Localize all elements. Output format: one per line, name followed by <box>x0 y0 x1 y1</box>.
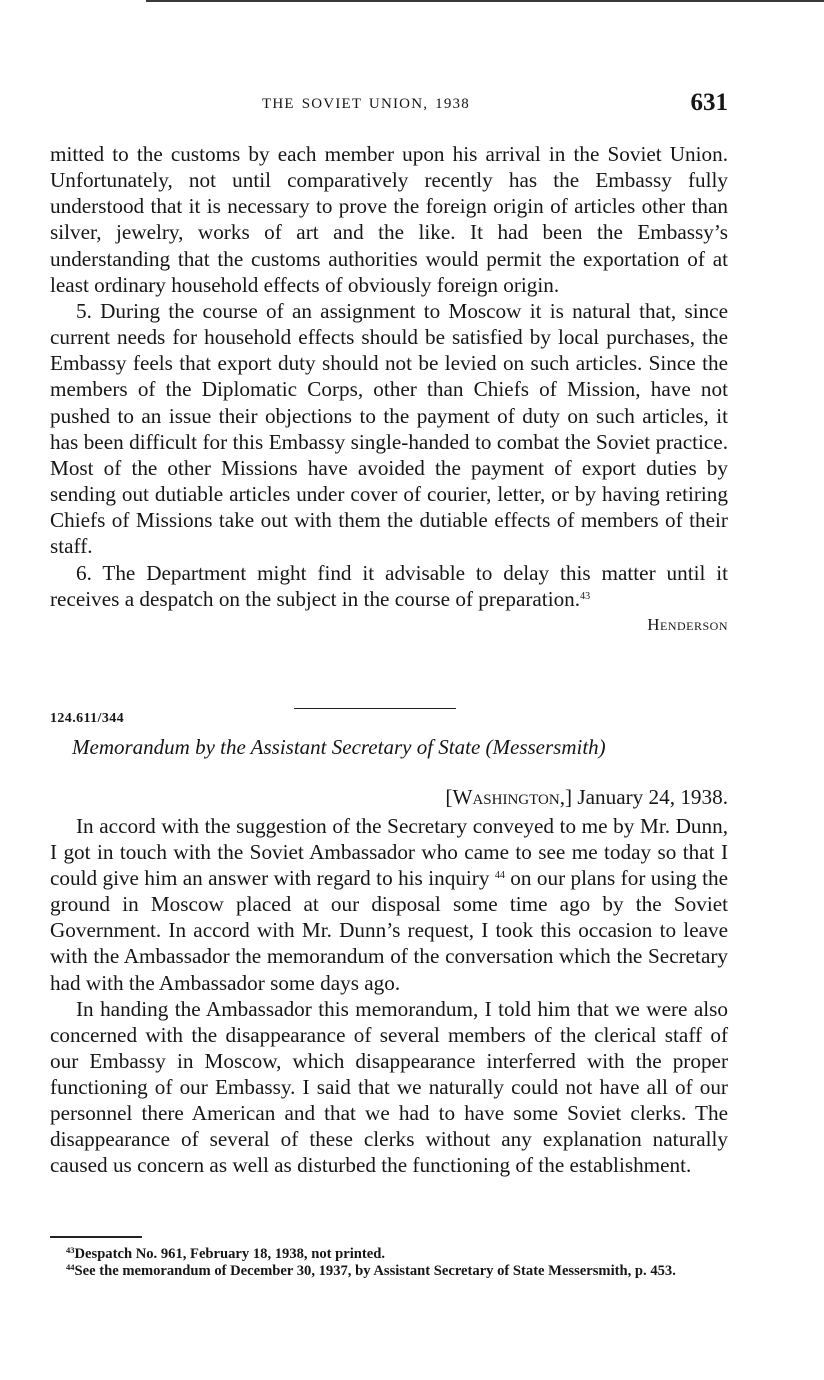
footnote-43 <box>50 1246 726 1263</box>
memorandum-paragraph-2: In handing the Ambassador this memorandum, I told him that we were also concerned with the disappearance of several members of the clerical staff of our Embassy in Moscow, which disappearance interferred with the proper functioning of our Embassy. I said that we naturally could not have all of our personnel there American and that we had to have some Soviet clerks. The disappearance of several of these clerks without any explanation naturally caused us concern as well as disturbed the functioning of the establishment. <box>50 996 728 1178</box>
despatch-paragraph-5: 5. During the course of an assignment to Moscow it is natural that, since current needs for household effects should be satisfied by local purchases, the Embassy feels that export duty should not be levied on such articles. Since the members of the Diplomatic Corps, other than Chiefs of Mission, have not pushed to an issue their objections to the payment of duty on such articles, it has been difficult for this Embassy single-handed to combat the Soviet practice. Most of the other Missions have avoided the payment of export duties by sending out dutiable articles under cover of courier, letter, or by having retiring Chiefs of Missions take out with them the dutiable effects of members of their staff. <box>50 298 728 559</box>
footnote-text: Despatch No. 961, February 18, 1938, not printed. <box>74 1246 386 1262</box>
footnote-text: See the memorandum of December 30, 1937, by Assistant Secretary of State Messersmith, p. 453. <box>74 1263 676 1279</box>
file-number: 124.611/344 <box>50 711 125 726</box>
page-top-rule <box>146 0 824 2</box>
footnote-ref-44[interactable]: 44 <box>494 870 505 882</box>
date-value: January 24, 1938. <box>577 785 728 809</box>
memorandum-paragraph-1 <box>50 813 728 996</box>
footnote-ref-43[interactable]: 43 <box>580 590 591 602</box>
despatch-paragraph-continued: mitted to the customs by each member upon his arrival in the Soviet Union. Unfortunately, not until comparatively recently has the Embassy fully understood that it is necessary to prove the foreign origin of articles other than silver, jewelry, works of art and the like. It had been the Embassy’s understanding that the customs authorities would permit the exportation of at least ordinary household effects of obviously foreign origin. <box>50 142 728 297</box>
memorandum-title: Memorandum by the Assistant Secretary of State (Messersmith) <box>72 735 606 759</box>
page-number: 631 <box>690 89 728 116</box>
running-head: THE SOVIET UNION, 1938 <box>262 96 470 112</box>
despatch-body <box>50 141 728 638</box>
date-line <box>445 785 728 810</box>
signature: Henderson <box>647 614 728 634</box>
despatch-paragraph-6-text: 6. The Department might find it advisable to delay this matter until it receives a despatch on the subject in the course of preparation. <box>50 560 728 611</box>
section-divider <box>294 708 456 709</box>
footnote-44 <box>50 1263 726 1280</box>
memorandum-body <box>50 813 728 1178</box>
footnote-number: 44 <box>66 1262 75 1272</box>
despatch-paragraph-6 <box>50 560 728 612</box>
memorandum-paragraph-1-part-1: In accord with the suggestion of the Secretary conveyed to me by Mr. Dunn, I got in touch with the Soviet Ambassador who came to see me today so that I could give him an answer with regard to his inquiry <box>50 814 728 891</box>
date-place: [Washington,] <box>445 785 573 809</box>
footnote-number: 43 <box>66 1245 75 1255</box>
memorandum-paragraph-1-part-2: on our plans for using the ground in Moscow placed at our disposal some time ago by the Soviet Government. In accord with Mr. Dunn’s request, I took this occasion to leave with the Ambassador the memorandum of the conversation which the Secretary had with the Ambassador some days ago. <box>50 866 729 995</box>
footnote-rule <box>50 1236 142 1238</box>
footnotes <box>50 1246 726 1280</box>
